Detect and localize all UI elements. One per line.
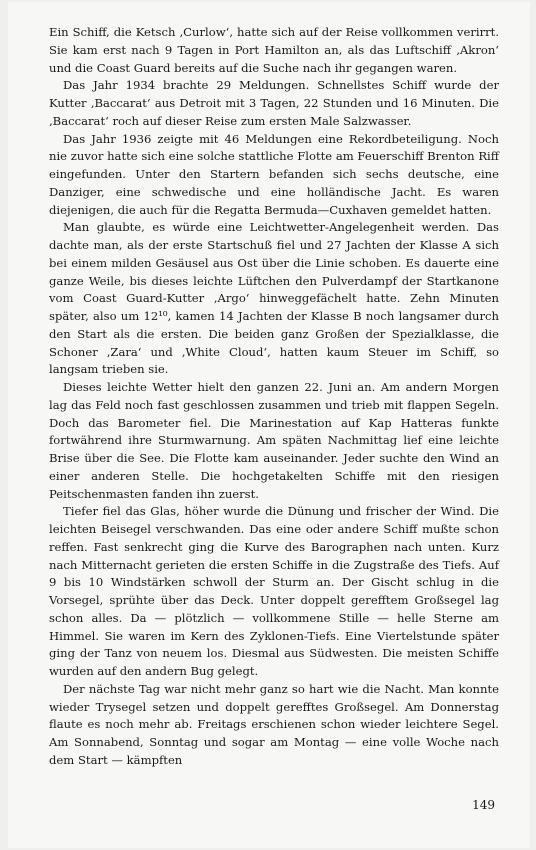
- paragraph: Der nächste Tag war nicht mehr ganz so hart wie die Nacht. Man konnte wieder Trysegel setzen und doppelt gerefftes Großsegel. Am Donnerstag flaute es noch mehr ab. Freitags erschienen schon wieder leichtere Segel. Am Sonnabend, Sonntag und sogar am Montag — eine volle Woche nach dem Start — kämpften: [49, 681, 499, 767]
- paragraph: Das Jahr 1934 brachte 29 Meldungen. Schnellstes Schiff wurde der Kutter ‚Baccarat‘ aus Detroit mit 3 Tagen, 22 Stunden und 16 Minuten. Die ‚Baccarat‘ roch auf dieser Reise zum ersten Male Salzwasser.: [49, 78, 499, 128]
- body-text: [49, 24, 499, 770]
- page-number: 149: [472, 798, 495, 812]
- paragraph: Ein Schiff, die Ketsch ‚Curlow‘, hatte sich auf der Reise vollkommen verirrt. Sie kam erst nach 9 Tagen in Port Hamilton an, als das Luftschiff ‚Akron‘ und die Coast Guard bereits auf die Suche nach ihr gegangen waren.: [49, 25, 499, 75]
- paragraph: Dieses leichte Wetter hielt den ganzen 22. Juni an. Am andern Morgen lag das Feld noch fast geschlossen zusammen und trieb mit flappen Segeln. Doch das Barometer fiel. Die Marinestation auf Kap Hatteras funkte fortwährend ihre Sturmwarnung. Am späten Nachmittag lief eine leichte Brise über die See. Die Flotte kam auseinander. Jeder suchte den Wind an einer anderen Stelle. Die hochgetakelten Schiffe mit den riesigen Peitschenmasten fanden ihn zuerst.: [49, 380, 499, 501]
- paragraph: Das Jahr 1936 zeigte mit 46 Meldungen eine Rekordbeteiligung. Noch nie zuvor hatte sich eine solche stattliche Flotte am Feuerschiff Brenton Riff eingefunden. Unter den Startern befanden sich sechs deutsche, eine Danziger, eine schwedische und eine holländische Jacht. Es waren diejenigen, die auch für die Regatta Bermuda—Cuxhaven gemeldet hatten.: [49, 131, 499, 217]
- paragraph: Man glaubte, es würde eine Leichtwetter-Angelegenheit werden. Das dachte man, als der erste Startschuß fiel und 27 Jachten der Klasse A sich bei einem milden Gesäusel aus Ost über die Linie schoben. Es dauerte eine ganze Weile, bis dieses leichte Lüftchen den Pulverdampf der Startkanone vom Coast Guard-Kutter ‚Argo‘ hinweggefächelt hatte. Zehn Minuten später, also um 12¹⁰, kamen 14 Jachten der Klasse B noch langsamer durch den Start als die ersten. Die beiden ganz Großen der Spezialklasse, die Schoner ‚Zara‘ und ‚White Cloud‘, hatten kaum Steuer im Schiff, so langsam trieben sie.: [49, 220, 499, 377]
- paragraph: Tiefer fiel das Glas, höher wurde die Dünung und frischer der Wind. Die leichten Beisegel verschwanden. Das eine oder andere Schiff mußte schon reffen. Fast senkrecht ging die Kurve des Barographen nach unten. Kurz nach Mitternacht gerieten die ersten Schiffe in die Zugstraße des Tiefs. Auf 9 bis 10 Windstärken schwoll der Sturm an. Der Gischt schlug in die Vorsegel, sprühte über das Deck. Unter doppelt gerefftem Großsegel lag schon alles. Da — plötzlich — vollkommene Stille — helle Sterne am Himmel. Sie waren im Kern des Zyklonen-Tiefs. Eine Viertelstunde später ging der Tanz von neuem los. Diesmal aus Südwesten. Die meisten Schiffe wurden auf den andern Bug gelegt.: [49, 504, 499, 678]
- book-page: [8, 2, 530, 848]
